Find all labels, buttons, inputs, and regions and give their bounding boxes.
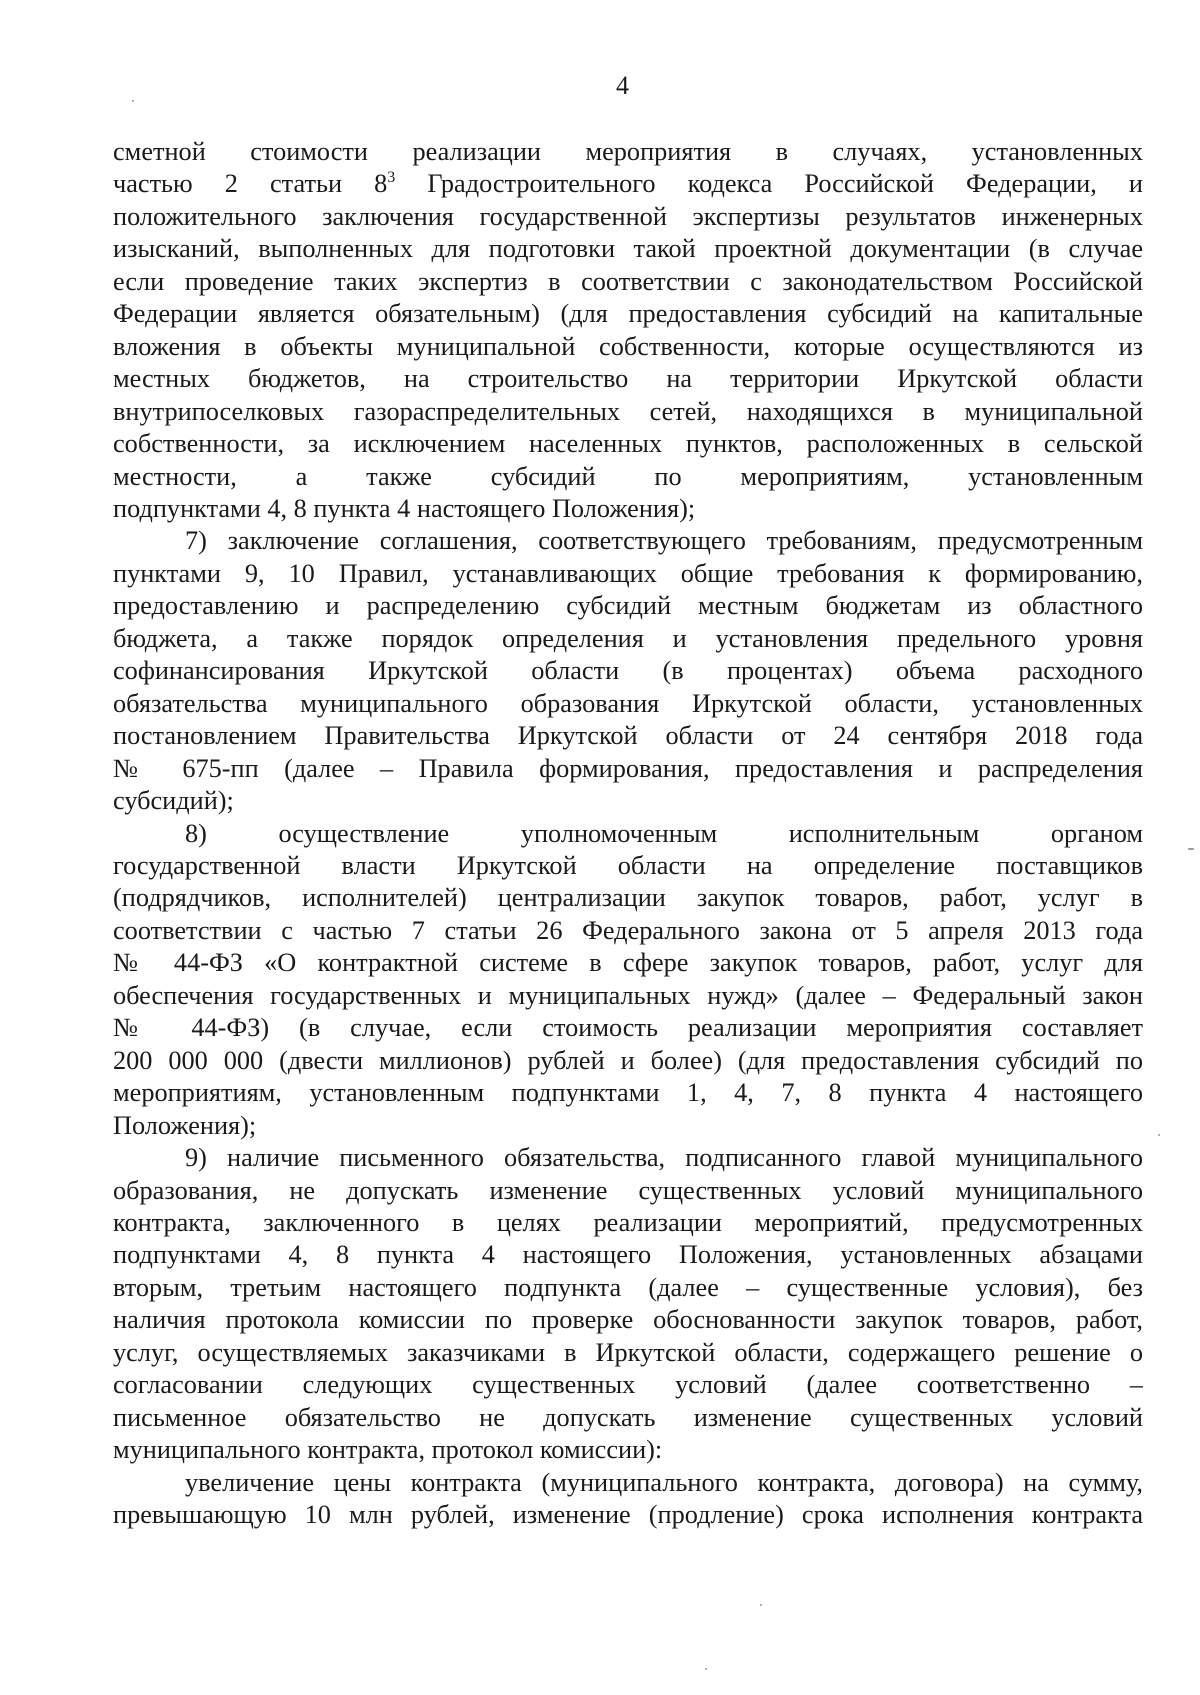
text-line-content: 8) осуществление уполномоченным исполнительным органом [185, 818, 1143, 848]
text-line [113, 1272, 1143, 1304]
text-line [113, 1110, 1143, 1142]
text-line [113, 1499, 1143, 1531]
text-line [113, 1045, 1143, 1077]
text-line [113, 493, 1143, 525]
text-line-content: сметной стоимости реализации мероприятия в случаях, установленных [113, 137, 1143, 166]
text-line [113, 1077, 1143, 1109]
text-line-content: подпунктами 4, 8 пункта 4 настоящего Положения, установленных абзацами [113, 1240, 1143, 1270]
text-line [113, 655, 1143, 687]
text-line-content: (подрядчиков, исполнителей) централизации закупок товаров, работ, услуг в [113, 883, 1143, 913]
text-line-content: 7) заключение соглашения, соответствующего требованиям, предусмотренным [185, 526, 1143, 556]
text-line-content: № 44-ФЗ «О контрактной системе в сфере закупок товаров, работ, услуг для [113, 948, 1143, 978]
text-line-content: № 675-пп (далее – Правила формирования, предоставления и распределения [113, 753, 1143, 783]
text-line-content: соответствии с частью 7 статьи 26 Федерального закона от 5 апреля 2013 года [113, 915, 1143, 945]
text-line [113, 1304, 1143, 1336]
text-line-content: государственной власти Иркутской области на определение поставщиков [113, 850, 1143, 880]
text-line-content: софинансирования Иркутской области (в процентах) объема расходного [113, 656, 1143, 686]
text-line-content: обязательства муниципального образования Иркутской области, установленных [113, 688, 1143, 718]
scan-speck [1158, 1134, 1160, 1136]
text-line-tail: Градостроительного кодекса Российской Федерации, и [395, 169, 1143, 199]
superscript: 3 [387, 169, 396, 187]
text-line [113, 720, 1143, 752]
text-line [113, 1142, 1143, 1174]
text-line [113, 233, 1143, 265]
text-line-content: вторым, третьим настоящего подпункта (далее – существенные условия), без [113, 1272, 1143, 1302]
text-line-content: мероприятиям, установленным подпунктами 1, 4, 7, 8 пункта 4 настоящего [113, 1078, 1143, 1108]
text-line [113, 1467, 1143, 1499]
text-line [113, 525, 1143, 557]
scan-speck [760, 1604, 762, 1606]
text-line-content: вложения в объекты муниципальной собственности, которые осуществляются из [113, 331, 1143, 361]
text-line-content: местных бюджетов, на строительство на территории Иркутской области [113, 364, 1143, 394]
text-line [113, 915, 1143, 947]
text-line [113, 558, 1143, 590]
scan-speck [1188, 848, 1194, 850]
text-line-content: письменное обязательство не допускать изменение существенных условий [113, 1402, 1143, 1432]
text-line-content: увеличение цены контракта (муниципального контракта, договора) на сумму, [185, 1467, 1143, 1497]
text-line [113, 266, 1143, 298]
text-line [113, 1337, 1143, 1369]
text-line-content: субсидий); [113, 786, 234, 816]
text-line-content: частью 2 статьи 8 [113, 169, 388, 199]
text-line [113, 136, 1143, 168]
scan-speck [132, 100, 134, 102]
text-line-content: местности, а также субсидий по мероприятиям, установленным [113, 461, 1143, 491]
text-line-content: согласовании следующих существенных условий (далее соответственно – [113, 1370, 1143, 1400]
text-line [113, 363, 1143, 395]
text-line-content: подпунктами 4, 8 пункта 4 настоящего Положения); [113, 493, 696, 523]
text-line [113, 947, 1143, 979]
text-line [113, 1207, 1143, 1239]
text-line [113, 461, 1143, 493]
text-line-content: положительного заключения государственной экспертизы результатов инженерных [113, 201, 1143, 231]
text-line [113, 168, 1143, 200]
text-line [113, 428, 1143, 460]
text-line [113, 590, 1143, 622]
text-line-content: бюджета, а также порядок определения и установления предельного уровня [113, 623, 1143, 653]
text-line-content: предоставлению и распределению субсидий местным бюджетам из областного [113, 591, 1143, 621]
text-line [113, 1434, 1143, 1466]
text-line [113, 396, 1143, 428]
text-line-content: образования, не допускать изменение существенных условий муниципального [113, 1175, 1143, 1205]
text-line [113, 688, 1143, 720]
text-line [113, 201, 1143, 233]
text-line [113, 1012, 1143, 1044]
text-line-content: 200 000 000 (двести миллионов) рублей и более) (для предоставления субсидий по [113, 1045, 1143, 1075]
text-line-content: собственности, за исключением населенных пунктов, расположенных в сельской [113, 429, 1143, 459]
text-line [113, 850, 1143, 882]
text-line [113, 331, 1143, 363]
text-line-content: муниципального контракта, протокол комиссии): [113, 1435, 663, 1465]
text-line-content: Федерации является обязательным) (для предоставления субсидий на капитальные [113, 299, 1143, 329]
text-line [113, 623, 1143, 655]
text-line [113, 882, 1143, 914]
text-line-content: превышающую 10 млн рублей, изменение (продление) срока исполнения контракта [113, 1500, 1143, 1530]
text-line [113, 785, 1143, 817]
text-line [113, 753, 1143, 785]
text-line [113, 980, 1143, 1012]
text-line-content: услуг, осуществляемых заказчиками в Иркутской области, содержащего решение о [113, 1337, 1143, 1367]
document-body [113, 136, 1143, 1531]
text-line [113, 818, 1143, 850]
text-line-content: пунктами 9, 10 Правил, устанавливающих общие требования к формированию, [113, 558, 1143, 588]
text-line-content: если проведение таких экспертиз в соответствии с законодательством Российской [113, 266, 1143, 296]
text-line [113, 1239, 1143, 1271]
text-line-content: обеспечения государственных и муниципальных нужд» (далее – Федеральный закон [113, 980, 1143, 1010]
text-line-content: постановлением Правительства Иркутской области от 24 сентября 2018 года [113, 721, 1143, 751]
text-line [113, 1175, 1143, 1207]
text-line-content: Положения); [113, 1110, 257, 1140]
text-line [113, 298, 1143, 330]
text-line-content: наличия протокола комиссии по проверке обоснованности закупок товаров, работ, [113, 1305, 1143, 1335]
text-line-content: № 44-ФЗ) (в случае, если стоимость реализации мероприятия составляет [113, 1013, 1143, 1043]
text-line-content: внутрипоселковых газораспределительных сетей, находящихся в муниципальной [113, 396, 1143, 426]
scan-speck [705, 1668, 707, 1670]
text-line-content: 9) наличие письменного обязательства, подписанного главой муниципального [185, 1143, 1143, 1173]
text-line [113, 1369, 1143, 1401]
text-line-content: изысканий, выполненных для подготовки такой проектной документации (в случае [113, 234, 1143, 264]
text-line-content: контракта, заключенного в целях реализации мероприятий, предусмотренных [113, 1207, 1143, 1237]
text-line [113, 1402, 1143, 1434]
page-number: 4 [616, 71, 629, 100]
